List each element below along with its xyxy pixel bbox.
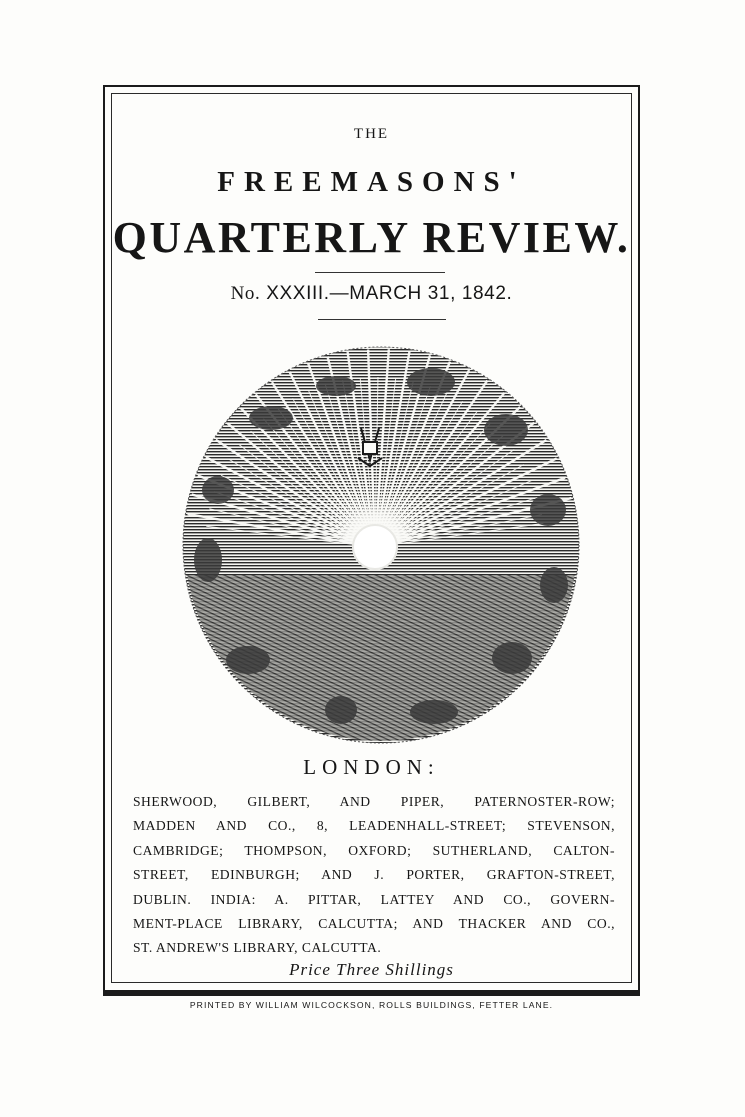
divider-bottom <box>318 319 446 320</box>
issue-number-label: No. <box>230 283 261 304</box>
price: Price Three Shillings <box>289 960 454 979</box>
publisher-line: CAMBRIDGE; THOMPSON, OXFORD; SUTHERLAND, CALTON- <box>133 842 615 858</box>
divider-top <box>315 272 445 273</box>
publisher-line: STREET, EDINBURGH; AND J. PORTER, GRAFTON-STREET, <box>133 867 615 883</box>
imprint-city: LONDON: <box>303 755 440 779</box>
publisher-line: MADDEN AND CO., 8, LEADENHALL-STREET; STEVENSON, <box>133 818 615 834</box>
printer-imprint: PRINTED BY WILLIAM WILCOCKSON, ROLLS BUILDINGS, FETTER LANE. <box>189 1000 554 1010</box>
publisher-line: SHERWOOD, GILBERT, AND PIPER, PATERNOSTER-ROW; <box>133 794 615 809</box>
issue-line <box>111 283 632 305</box>
title-freemasons: FREEMASONS' <box>217 166 526 198</box>
bottom-rule <box>103 992 640 996</box>
publisher-line: DUBLIN. INDIA: A. PITTAR, LATTEY AND CO., GOVERN- <box>133 891 615 907</box>
issue-date: XXXIII.—MARCH 31, 1842. <box>266 283 513 304</box>
sun-icon <box>353 525 397 569</box>
title-the: THE <box>353 126 390 142</box>
publisher-line: MENT-PLACE LIBRARY, CALCUTTA; AND THACKER AND CO., <box>133 916 615 932</box>
zodiac-engraving-icon <box>176 340 586 750</box>
publisher-line: ST. ANDREW'S LIBRARY, CALCUTTA. <box>133 940 382 956</box>
title-quarterly-review: QUARTERLY REVIEW. <box>112 213 631 262</box>
publishers-block <box>133 790 615 961</box>
